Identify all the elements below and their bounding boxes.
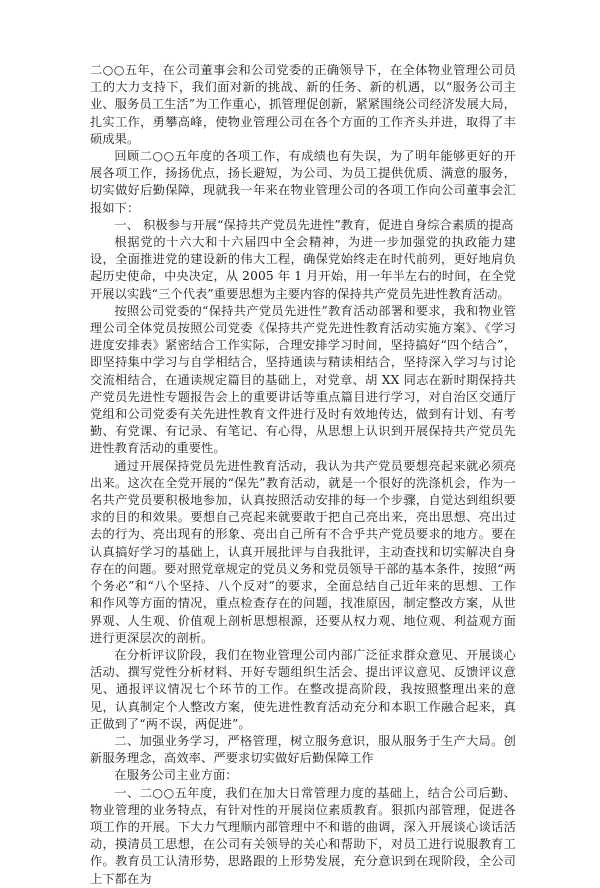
paragraph-review: 回顾二○○五年度的各项工作，有成绩也有失误，为了明年能够更好的开展各项工作，扬扬优点，扬长避短，为公司、为员工提供优质、满意的服务，切实做好后勤保障，现就我一年来在物业管理公司的各项工作向公司董事会汇报如下： [90, 149, 516, 215]
subheading-service: 在服务公司主业方面： [114, 768, 238, 783]
paragraph-background: 根据党的十六大和十六届四中全会精神，为进一步加强党的执政能力建设，全面推进党的建设新的伟大工程，确保党始终走在时代前列，更好地肩负起历史使命，中央决定，从 2005 年 1 月开始，用一年半左右的时间，在全党开展以实践“三个代表”重要思想为主要内容的保持共产党员先进性教育活动。 [90, 235, 516, 301]
section-heading-1: 一、 积极参与开展“保持共产党员先进性”教育，促进自身综合素质的提高 [114, 217, 514, 232]
paragraph-evaluation: 在分析评议阶段，我们在物业管理公司内部广泛征求群众意见、开展谈心活动、撰写党性分析材料、开好专题组织生活会、提出评议意见、反馈评议意见、通报评议情况七个环节的工作。在整改提高阶段，我按照整理出来的意见，认真制定个人整改方案，使先进性教育活动充分和本职工作融合起来，真正做到了“两不误，两促进”。 [90, 647, 516, 731]
section-heading-2: 二、加强业务学习，严格管理，树立服务意识，服从服务于生产大局。创新服务理念，高效率、严要求切实做好后勤保障工作 [90, 733, 516, 766]
paragraph-reflection: 通过开展保持党员先进性教育活动，我认为共产党员要想亮起来就必须亮出来。这次在全党开展的“保先”教育活动，就是一个很好的洗涤机会，作为一名共产党员要积极地参加，认真按照活动安排的每一个步骤，自觉达到组织要求的目的和效果。要想自己亮起来就要敢于把自己亮出来，亮出思想、亮出过去的行为、亮出现有的形象、亮出自己所有不合乎共产党员要求的地方。要在认真搞好学习的基础上，认真开展批评与自我批评，主动查找和切实解决自身存在的问题。要对照党章规定的党员义务和党员领导干部的基本条件，按照“两个务必”和“八个坚持、八个反对”的要求，全面总结自己近年来的思想、工作和作风等方面的情况，重点检查存在的问题，找准原因，制定整改方案，从世界观、人生观、价值观上剖析思想根源，还要从权力观、地位观、利益观方面进行更深层次的剖析。 [90, 458, 516, 645]
document-page [90, 62, 516, 888]
paragraph-management: 一、二○○五年度，我们在加大日常管理力度的基础上，结合公司后勤、物业管理的业务特点，有针对性的开展岗位素质教育。狠抓内部管理，促进各项工作的开展。下大力气理顺内部管理中不和谐的曲调，深入开展谈心谈话活动，摸清员工思想，在公司有关领导的关心和帮助下，对员工进行说服教育工作。教育员工认清形势，思路跟的上形势发展，充分意识到在现阶段，全公司上下都在为 [90, 785, 516, 886]
paragraph-study: 按照公司党委的“保持共产党员先进性”教育活动部署和要求，我和物业管理公司全体党员按照公司党委《保持共产党先进性教育活动实施方案》、《学习进度安排表》紧密结合工作实际，合理安排学习时间，坚持搞好“四个结合”，即坚持集中学习与自学相结合，坚持通读与精读相结合，坚持深入学习与讨论交流相结合，在通读规定篇目的基础上，对党章、胡 XX 同志在新时期保持共产党员先进性专题报告会上的重要讲话等重点篇目进行学习，对自治区交通厅党组和公司党委有关先进性教育文件进行及时有效地传达，做到有计划、有考勤、有党课、有记录、有笔记、有心得，从思想上认识到开展保持共产党员先进性教育活动的重要性。 [90, 303, 516, 456]
paragraph-intro: 二○○五年，在公司董事会和公司党委的正确领导下，在全体物业管理公司员工的大力支持下，我们面对新的挑战、新的任务、新的机遇，以“服务公司主业、服务员工生活”为工作重心，抓管理促创新，紧紧围绕公司经济发展大局，扎实工作，勇攀高峰，使物业管理公司在各个方面的工作齐头并进，取得了丰硕成果。 [90, 63, 516, 146]
